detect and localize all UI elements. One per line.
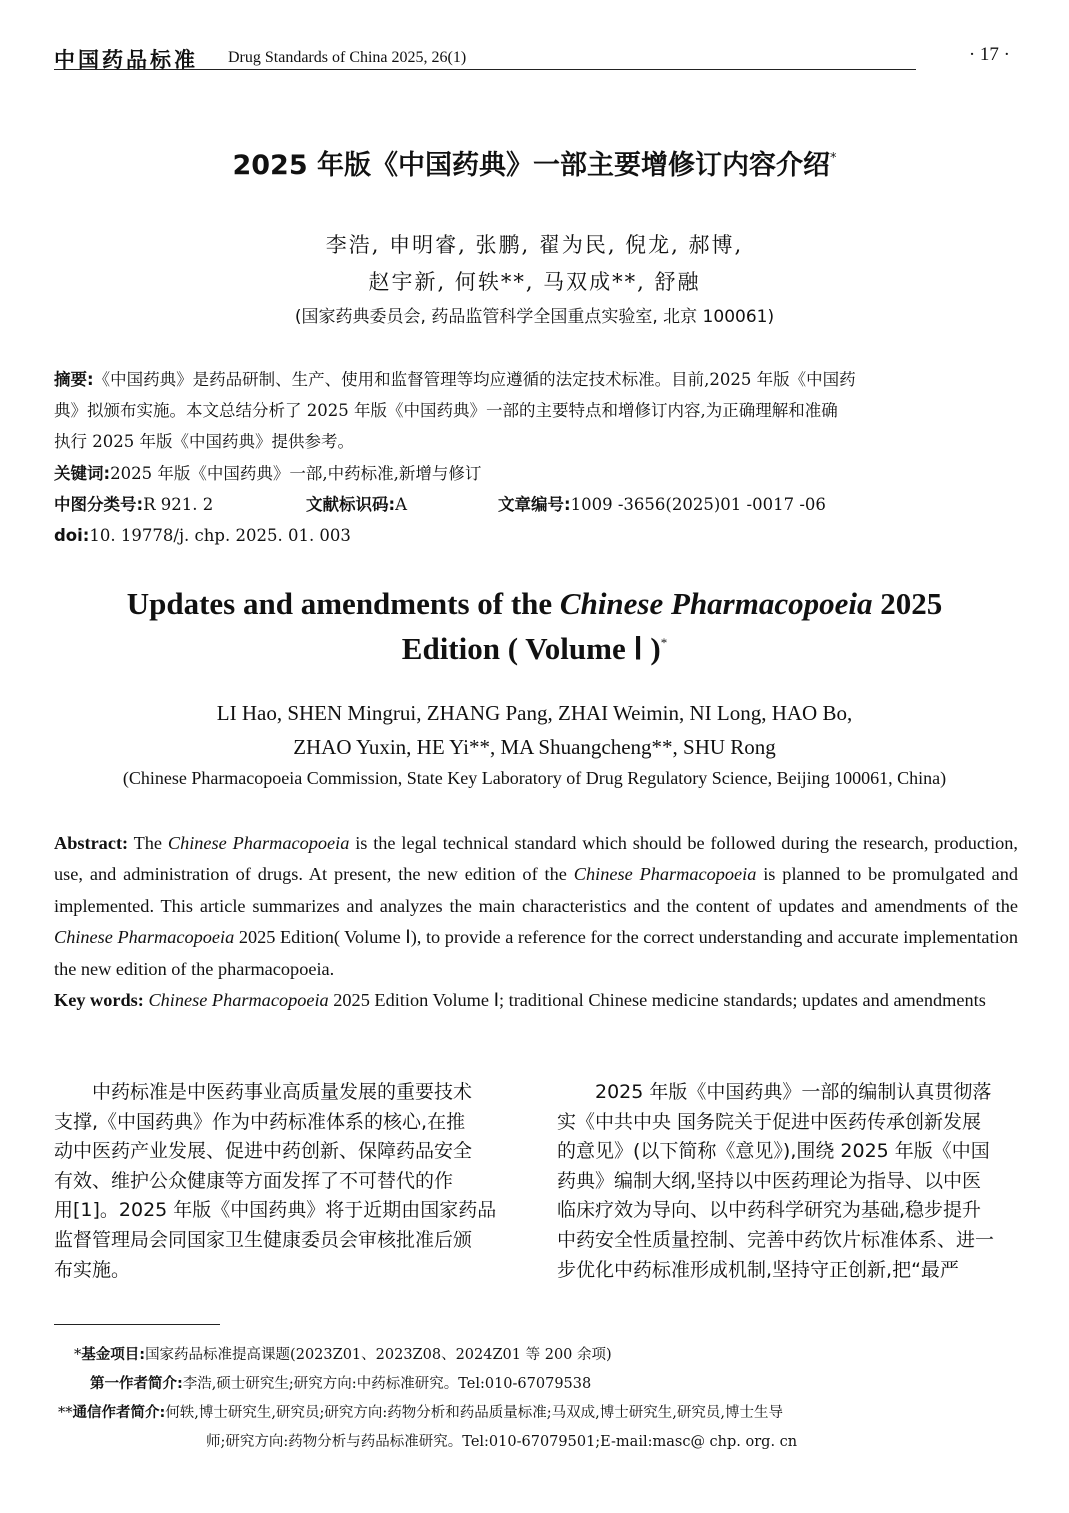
header-rule: [54, 69, 916, 70]
body-line: 布实施。: [54, 1258, 131, 1281]
body-line: 支撑,《中国药典》作为中药标准体系的核心,在推: [54, 1110, 466, 1133]
abstract-cn-line3: 执行 2025 年版《中国药典》提供参考。: [54, 432, 354, 451]
article-no-value: 1009 -3656(2025)01 -0017 -06: [570, 495, 826, 514]
footnote-first-author: 第一作者简介:李浩,硕士研究生;研究方向:中药标准研究。Tel:010-67079538: [90, 1376, 592, 1392]
article-no-label: 文章编号:: [498, 495, 571, 514]
clc-label: 中图分类号:: [54, 495, 144, 514]
body-column-right: [557, 1078, 1017, 1285]
doi-label: doi:: [54, 526, 90, 545]
authors-cn-line2: 赵宇新, 何轶**, 马双成**, 舒融: [368, 270, 701, 294]
clc-value: R 921. 2: [143, 495, 214, 514]
doi-row: [54, 520, 1016, 551]
body-line: 用[1]。2025 年版《中国药典》将于近期由国家药品: [54, 1199, 497, 1222]
affiliation-en: (Chinese Pharmacopoeia Commission, State Key Laboratory of Drug Regulatory Science, Beijing 100061, China): [122, 768, 947, 788]
body-line: 的意见》(以下简称《意见》),围绕 2025 年版《中国: [557, 1140, 990, 1163]
authors-en-line1: LI Hao, SHEN Mingrui, ZHANG Pang, ZHAI Weimin, NI Long, HAO Bo,: [216, 701, 853, 725]
abstract-en: Abstract: The Chinese Pharmacopoeia is the legal technical standard which should be followed during the research, production, use, and administration of drugs. At present, the new edition of the Chinese Pharmacopoeia is planned to be promulgated and implemented. This article summarizes and analyzes the main characteristics and the content of updates and amendments of the Chinese Pharmacopoeia 2025 Edition( Volume Ⅰ), to provide a reference for the correct understanding and accurate implementation the new edition of the pharmacopoeia.: [54, 833, 1019, 979]
body-line: 中药标准是中医药事业高质量发展的重要技术: [54, 1081, 473, 1103]
body-line: 药典》编制大纲,坚持以中医药理论为指导、以中医: [557, 1169, 982, 1192]
journal-name-en: Drug Standards of China 2025, 26(1): [228, 49, 467, 66]
running-header: [54, 44, 1016, 72]
doc-code-label: 文献标识码:: [306, 495, 396, 514]
body-line: 监督管理局会同国家卫生健康委员会审核批准后颁: [54, 1228, 473, 1251]
body-line: 动中医药产业发展、促进中药创新、保障药品安全: [54, 1140, 473, 1163]
title-cn-mark: *: [830, 151, 837, 166]
body-line: 2025 年版《中国药典》一部的编制认真贯彻落: [557, 1081, 992, 1103]
footnote-rule: [54, 1324, 220, 1325]
body-column-left: [54, 1078, 514, 1285]
body-line: 临床疗效为导向、以中药科学研究为基础,稳步提升: [557, 1199, 982, 1222]
abstract-cn-label: 摘要:: [54, 370, 94, 389]
footnote-corresponding: **通信作者简介:何轶,博士研究生,研究员;研究方向:药物分析和药品质量标准;马双成,博士研究生,研究员,博士生导: [58, 1405, 784, 1421]
keywords-en: Key words: Chinese Pharmacopoeia 2025 Edition Volume Ⅰ; traditional Chinese medicine standards; updates and amendments: [54, 990, 986, 1010]
journal-name-cn: 中国药品标准: [54, 48, 198, 72]
keywords-cn-text: 2025 年版《中国药典》一部,中药标准,新增与修订: [110, 464, 482, 483]
abstract-cn-line1: 《中国药典》是药品研制、生产、使用和监督管理等均应遵循的法定技术标准。目前,2025 年版《中国药: [93, 370, 856, 389]
title-cn: [0, 143, 1069, 182]
doi-value: 10. 19778/j. chp. 2025. 01. 003: [89, 526, 351, 545]
affiliation-cn: (国家药典委员会, 药品监管科学全国重点实验室, 北京 100061): [294, 307, 775, 327]
body-line: 有效、维护公众健康等方面发挥了不可替代的作: [54, 1169, 454, 1192]
authors-cn-line1: 李浩, 申明睿, 张鹏, 翟为民, 倪龙, 郝博,: [325, 233, 744, 257]
doc-code-value: A: [395, 495, 408, 514]
footnote-fund: *基金项目:国家药品标准提高课题(2023Z01、2023Z08、2024Z01 等 200 余项): [74, 1347, 612, 1363]
footnote-corresponding-cont: 师;研究方向:药物分析与药品标准研究。Tel:010-67079501;E-mail:masc@ chp. org. cn: [206, 1434, 798, 1450]
body-line: 实《中共中央 国务院关于促进中医药传承创新发展: [557, 1110, 982, 1133]
title-en-italic: Chinese Pharmacopoeia: [559, 586, 873, 621]
page-number: · 17 ·: [968, 44, 1010, 65]
authors-en-line2: ZHAO Yuxin, HE Yi**, MA Shuangcheng**, SHU Rong: [293, 735, 776, 759]
body-line: 步优化中药标准形成机制,坚持守正创新,把“最严: [557, 1258, 959, 1281]
title-en-line1: Updates and amendments of the Chinese Pharmacopoeia 2025: [126, 586, 943, 621]
keywords-cn: [54, 458, 1016, 489]
title-en-line2: Edition ( Volume Ⅰ )*: [401, 631, 668, 666]
keywords-en-label: Key words:: [54, 990, 144, 1010]
title-cn-text: 2025 年版《中国药典》一部主要增修订内容介绍: [232, 150, 831, 181]
abstract-cn-line2: 典》拟颁布实施。本文总结分析了 2025 年版《中国药典》一部的主要特点和增修订内容,为正确理解和准确: [54, 401, 838, 420]
classification-row: [54, 489, 1016, 520]
body-line: 中药安全性质量控制、完善中药饮片标准体系、进一: [557, 1228, 995, 1251]
abstract-cn: [54, 364, 1016, 457]
abstract-en-label: Abstract:: [54, 833, 129, 853]
title-en-mark: *: [660, 635, 668, 650]
keywords-cn-label: 关键词:: [54, 464, 111, 483]
